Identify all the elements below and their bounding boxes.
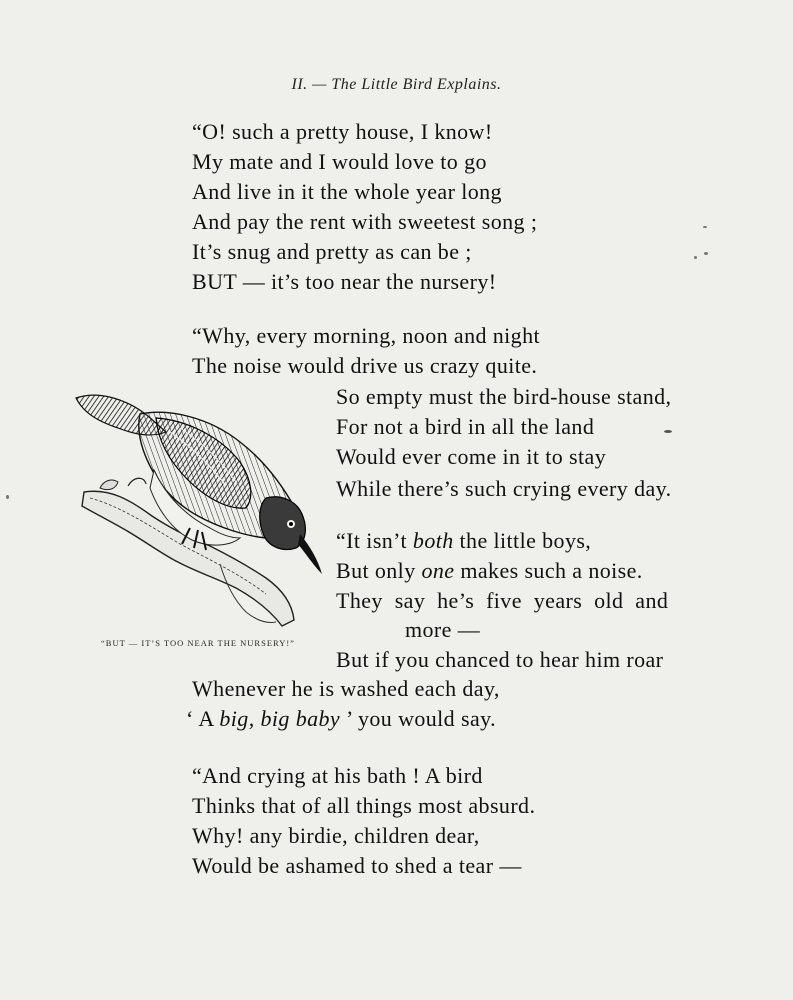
verse-line: The noise would drive us crazy quite. (192, 353, 538, 378)
verse-line: “O! such a pretty house, I know! (192, 119, 493, 144)
verse-line: Would ever come in it to stay (336, 444, 607, 469)
verse-line: “It isn’t both the little boys, (336, 528, 592, 553)
verse-line: Why! any birdie, children dear, (192, 823, 480, 848)
verse-line: more — (405, 617, 481, 642)
ink-speck (704, 252, 708, 255)
verse-line: But if you chanced to hear him roar (336, 647, 664, 672)
ink-speck (664, 430, 672, 433)
verse-line: Would be ashamed to shed a tear — (192, 853, 522, 878)
verse-line: Whenever he is washed each day, (192, 676, 500, 701)
page-header: II. — The Little Bird Explains. (291, 76, 502, 93)
verse-line: So empty must the bird-house stand, (336, 384, 672, 409)
ink-speck (694, 256, 697, 259)
verse-line: ‘ A big, big baby ’ you would say. (186, 706, 496, 731)
verse-line: And pay the rent with sweetest song ; (192, 209, 538, 234)
verse-line: But only one makes such a noise. (336, 558, 643, 583)
bird-on-branch-illustration (70, 388, 330, 633)
verse-line: “And crying at his bath ! A bird (192, 763, 483, 788)
ink-speck (703, 226, 707, 228)
verse-line: It’s snug and pretty as can be ; (192, 239, 472, 264)
verse-line: They say he’s five years old and (336, 588, 669, 613)
verse-line: While there’s such crying every day. (336, 476, 672, 501)
verse-line: Thinks that of all things most absurd. (192, 793, 536, 818)
ink-speck (6, 495, 9, 499)
verse-line: For not a bird in all the land (336, 414, 595, 439)
verse-line: “Why, every morning, noon and night (192, 323, 540, 348)
verse-line: And live in it the whole year long (192, 179, 502, 204)
verse-line: My mate and I would love to go (192, 149, 487, 174)
illustration-caption: “BUT — IT’S TOO NEAR THE NURSERY!” (101, 638, 295, 648)
verse-line: BUT — it’s too near the nursery! (192, 269, 497, 294)
